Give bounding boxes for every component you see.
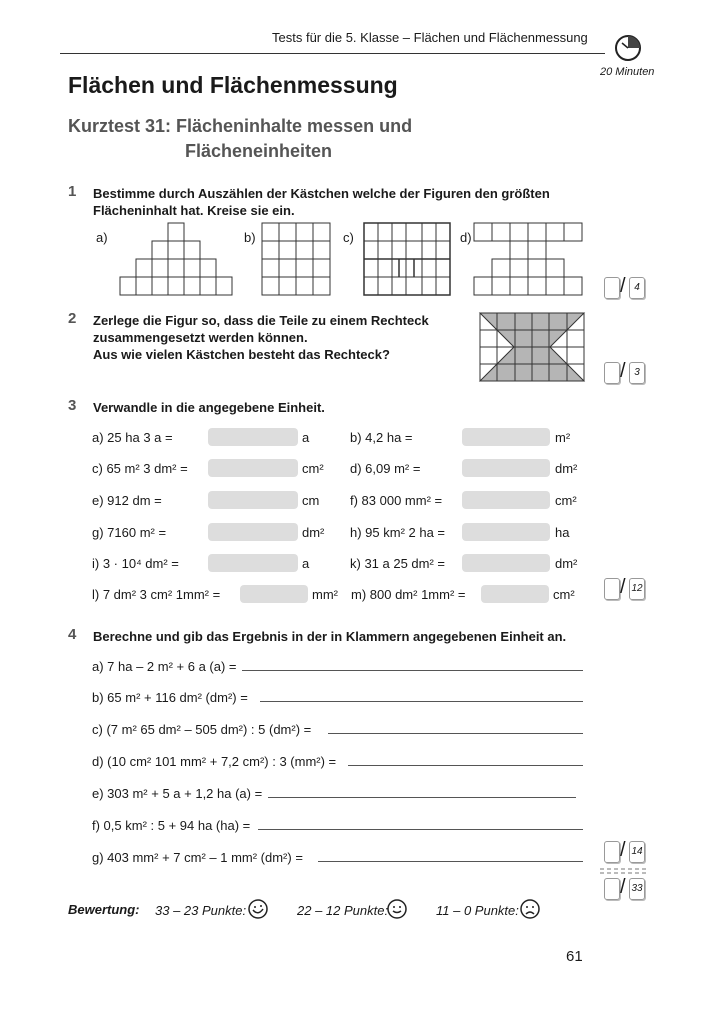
q3-g-expr: g) 7160 m² =	[92, 525, 167, 540]
q2-line1: Zerlege die Figur so, dass die Teile zu einem Rechteck	[93, 313, 429, 328]
q4-score-box[interactable]	[604, 841, 644, 863]
q2-number: 2	[68, 310, 77, 327]
q3-d-unit: dm²	[555, 461, 578, 476]
figure-b	[262, 223, 330, 295]
q1-score-box[interactable]	[604, 277, 644, 299]
q3-b-expr: b) 4,2 ha =	[350, 430, 413, 445]
q3-i-answer[interactable]	[208, 554, 298, 572]
q3-d-expr: d) 6,09 m² =	[350, 461, 421, 476]
q3-h-expr: h) 95 km² 2 ha =	[350, 525, 446, 540]
q3-e-expr: e) 912 dm =	[92, 493, 162, 508]
header-rule	[60, 53, 605, 54]
q4-text: Berechne und gib das Ergebnis in der in Klammern angegebenen Einheit an.	[93, 629, 567, 644]
q3-f-expr: f) 83 000 mm² =	[350, 493, 443, 508]
q2-text	[93, 312, 429, 363]
q4-b-answer-line[interactable]	[260, 701, 583, 702]
q1-score-input[interactable]	[604, 277, 620, 299]
q3-g-unit: dm²	[302, 525, 325, 540]
total-max-points: 33	[629, 878, 645, 900]
q3-l-answer[interactable]	[240, 585, 308, 603]
frown-icon	[519, 898, 541, 920]
q3-m-expr: m) 800 dm² 1mm² =	[351, 587, 466, 602]
q4-max-points: 14	[629, 841, 645, 863]
score-slash: /	[620, 275, 626, 297]
q4-c-answer-line[interactable]	[328, 733, 583, 734]
running-header: Tests für die 5. Klasse – Flächen und Flächenmessung	[272, 30, 588, 45]
q3-k-unit: dm²	[555, 556, 578, 571]
q3-k-expr: k) 31 a 25 dm² =	[350, 556, 446, 571]
q3-f-answer[interactable]	[462, 491, 550, 509]
q2-line3: Aus wie vielen Kästchen besteht das Rechteck?	[93, 347, 390, 362]
rating-ok: 22 – 12 Punkte:	[297, 903, 389, 918]
smile-ok-icon	[386, 898, 408, 920]
q3-l-expr: l) 7 dm² 3 cm² 1mm² =	[92, 587, 221, 602]
q3-c-answer[interactable]	[208, 459, 298, 477]
figure-label-a: a)	[96, 230, 108, 245]
q4-g-expr: g) 403 mm² + 7 cm² – 1 mm² (dm²) =	[92, 850, 303, 865]
q3-h-answer[interactable]	[462, 523, 550, 541]
score-slash: /	[620, 876, 626, 898]
q2-hourglass-figure	[478, 311, 586, 385]
q3-i-expr: i) 3 · 10⁴ dm² =	[92, 556, 179, 571]
q4-c-expr: c) (7 m² 65 dm² – 505 dm²) : 5 (dm²) =	[92, 722, 312, 737]
q3-number: 3	[68, 397, 77, 414]
q3-a-expr: a) 25 ha 3 a =	[92, 430, 173, 445]
q1-max-points: 4	[629, 277, 645, 299]
q3-m-unit: cm²	[553, 587, 575, 602]
q3-score-input[interactable]	[604, 578, 620, 600]
q4-score-input[interactable]	[604, 841, 620, 863]
q1-figures	[110, 222, 590, 298]
figure-label-c: c)	[343, 230, 354, 245]
score-slash: /	[620, 576, 626, 598]
page-number: 61	[566, 948, 583, 965]
q3-score-box[interactable]	[604, 578, 644, 600]
q4-a-answer-line[interactable]	[242, 670, 583, 671]
rating-good: 33 – 23 Punkte:	[155, 903, 247, 918]
q2-line2: zusammengesetzt werden können.	[93, 330, 308, 345]
q3-k-answer[interactable]	[462, 554, 550, 572]
q4-e-answer-line[interactable]	[268, 797, 576, 798]
smile-good-icon	[247, 898, 269, 920]
q3-c-expr: c) 65 m² 3 dm² =	[92, 461, 188, 476]
q3-f-unit: cm²	[555, 493, 577, 508]
q3-g-answer[interactable]	[208, 523, 298, 541]
q4-number: 4	[68, 626, 77, 643]
q3-e-unit: cm	[302, 493, 320, 508]
q3-c-unit: cm²	[302, 461, 324, 476]
q3-d-answer[interactable]	[462, 459, 550, 477]
q3-e-answer[interactable]	[208, 491, 298, 509]
total-score-box[interactable]	[604, 878, 644, 900]
q3-max-points: 12	[629, 578, 645, 600]
q4-d-expr: d) (10 cm² 101 mm² + 7,2 cm²) : 3 (mm²) =	[92, 754, 337, 769]
q4-f-expr: f) 0,5 km² : 5 + 94 ha (ha) =	[92, 818, 251, 833]
figure-a	[120, 223, 232, 295]
clock-icon	[614, 34, 642, 62]
q1-line2: Flächeninhalt hat. Kreise sie ein.	[93, 203, 295, 218]
score-slash: /	[620, 360, 626, 382]
test-subtitle: Kurztest 31: Flächeninhalte messen und	[68, 116, 413, 136]
q3-m-answer[interactable]	[481, 585, 549, 603]
rating-bad: 11 – 0 Punkte:	[436, 903, 519, 918]
q4-d-answer-line[interactable]	[348, 765, 583, 766]
figure-label-b: b)	[244, 230, 256, 245]
q4-g-answer-line[interactable]	[318, 861, 583, 862]
test-subtitle-2: Flächeneinheiten	[185, 141, 333, 161]
q1-text	[93, 185, 550, 219]
q4-e-expr: e) 303 m² + 5 a + 1,2 ha (a) =	[92, 786, 263, 801]
q3-a-answer[interactable]	[208, 428, 298, 446]
time-limit: 20 Minuten	[600, 66, 655, 78]
score-slash: /	[620, 839, 626, 861]
rating-label: Bewertung:	[68, 902, 140, 917]
q2-score-input[interactable]	[604, 362, 620, 384]
q3-text: Verwandle in die angegebene Einheit.	[93, 400, 325, 415]
figure-label-d: d)	[460, 230, 472, 245]
rating-row	[68, 902, 140, 917]
page-title: Flächen und Flächenmessung	[68, 72, 398, 98]
q4-b-expr: b) 65 m² + 116 dm² (dm²) =	[92, 690, 248, 705]
q3-i-unit: a	[302, 556, 310, 571]
q3-l-unit: mm²	[312, 587, 338, 602]
figure-d	[474, 223, 582, 295]
q2-score-box[interactable]	[604, 362, 644, 384]
q4-a-expr: a) 7 ha – 2 m² + 6 a (a) =	[92, 659, 237, 674]
q4-f-answer-line[interactable]	[258, 829, 583, 830]
total-score-input[interactable]	[604, 878, 620, 900]
q3-a-unit: a	[302, 430, 310, 445]
q1-line1: Bestimme durch Auszählen der Kästchen welche der Figuren den größten	[93, 186, 550, 201]
q1-number: 1	[68, 183, 77, 200]
q3-b-unit: m²	[555, 430, 571, 445]
q2-max-points: 3	[629, 362, 645, 384]
sum-separator	[600, 867, 646, 875]
q3-h-unit: ha	[555, 525, 570, 540]
figure-c	[364, 223, 450, 295]
q3-b-answer[interactable]	[462, 428, 550, 446]
